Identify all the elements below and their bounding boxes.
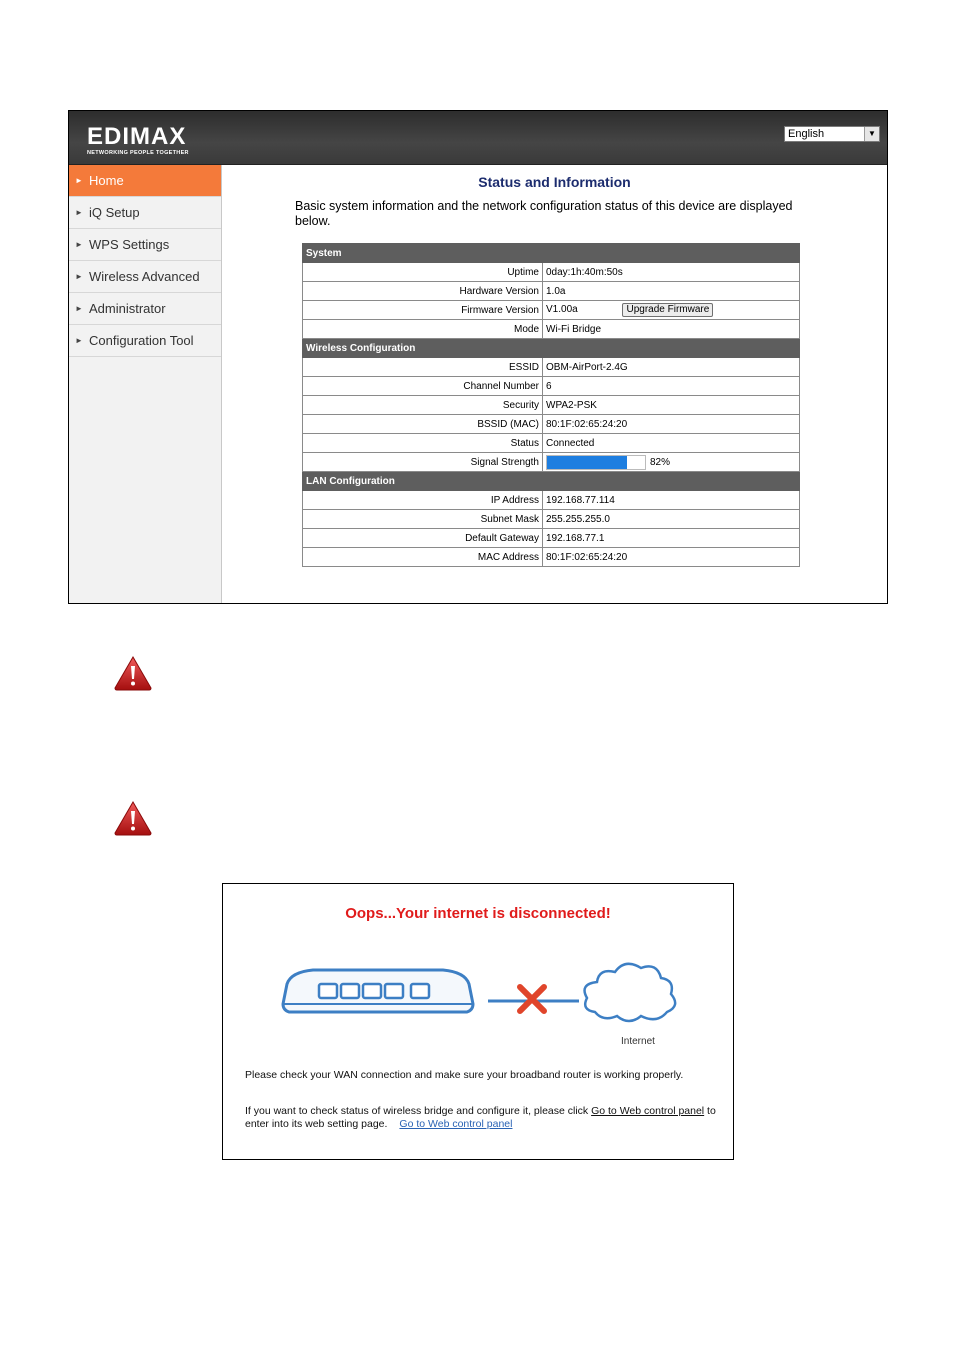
warning-icon (113, 655, 153, 691)
table-row (303, 320, 800, 339)
row-label: Status (303, 434, 543, 453)
row-label: IP Address (303, 491, 543, 510)
internet-label: Internet (621, 1036, 655, 1047)
section-title: Wireless Configuration (303, 339, 800, 358)
triangle-right-icon: ► (75, 208, 83, 217)
table-row (303, 301, 800, 320)
signal-strength-fill (547, 456, 627, 469)
sidebar-item-wireless-advanced[interactable] (69, 261, 221, 293)
note-suffix: to enter into its web setting page. (245, 1105, 716, 1130)
sidebar-item-label: Wireless Advanced (89, 269, 200, 284)
table-row (303, 510, 800, 529)
sidebar-item-administrator[interactable] (69, 293, 221, 325)
row-label: Default Gateway (303, 529, 543, 548)
row-value: 192.168.77.1 (543, 529, 800, 548)
page-description: Basic system information and the network configuration status of this device are displayed below. (295, 199, 793, 228)
row-value: Connected (543, 434, 800, 453)
row-value: OBM-AirPort-2.4G (543, 358, 800, 377)
status-table (302, 243, 800, 567)
sidebar-item-configuration-tool[interactable] (69, 325, 221, 357)
table-row (303, 453, 800, 472)
row-label: Uptime (303, 263, 543, 282)
table-row (303, 358, 800, 377)
main-content (222, 165, 887, 603)
row-label: MAC Address (303, 548, 543, 567)
sidebar-item-label: Configuration Tool (89, 333, 194, 348)
triangle-right-icon: ► (75, 240, 83, 249)
triangle-right-icon: ► (75, 176, 83, 185)
row-value: 255.255.255.0 (543, 510, 800, 529)
language-select[interactable] (784, 126, 880, 142)
sidebar-item-iq-setup[interactable] (69, 197, 221, 229)
chevron-down-icon[interactable]: ▼ (864, 127, 879, 141)
row-value: Wi-Fi Bridge (543, 320, 800, 339)
check-wan-text: Please check your WAN connection and make sure your broadband router is working properly. (245, 1069, 684, 1081)
row-value-cell (543, 453, 800, 472)
row-label: Firmware Version (303, 301, 543, 320)
sidebar-item-wps-settings[interactable] (69, 229, 221, 261)
row-value: 6 (543, 377, 800, 396)
row-value: WPA2-PSK (543, 396, 800, 415)
signal-strength-percent: 82% (650, 456, 671, 468)
warning-icon (113, 800, 153, 836)
row-label: Security (303, 396, 543, 415)
signal-strength-bar (546, 455, 646, 470)
upgrade-firmware-button[interactable]: Upgrade Firmware (622, 303, 713, 317)
sidebar-item-home[interactable] (69, 165, 221, 197)
page-title: Status and Information (478, 174, 631, 190)
section-header-lan (303, 472, 800, 491)
table-row (303, 263, 800, 282)
sidebar-item-label: WPS Settings (89, 237, 170, 252)
table-row (303, 282, 800, 301)
note-inline-link: Go to Web control panel (591, 1105, 705, 1117)
internet-disconnected-page (222, 883, 734, 1160)
router-web-ui (68, 110, 888, 604)
table-row (303, 434, 800, 453)
cloud-icon (585, 964, 676, 1021)
firmware-version-value: V1.00a (546, 304, 578, 315)
row-label: ESSID (303, 358, 543, 377)
row-value: 80:1F:02:65:24:20 (543, 415, 800, 434)
triangle-right-icon: ► (75, 304, 83, 313)
sidebar-item-label: iQ Setup (89, 205, 140, 220)
row-label: Hardware Version (303, 282, 543, 301)
sidebar-nav (69, 165, 222, 603)
triangle-right-icon: ► (75, 272, 83, 281)
table-row (303, 415, 800, 434)
table-row (303, 548, 800, 567)
row-label: BSSID (MAC) (303, 415, 543, 434)
row-value: 192.168.77.114 (543, 491, 800, 510)
row-value-cell (543, 301, 800, 320)
row-value: 0day:1h:40m:50s (543, 263, 800, 282)
section-title: System (303, 244, 800, 263)
row-label: Mode (303, 320, 543, 339)
triangle-right-icon: ► (75, 336, 83, 345)
logo-wordmark: EDIMAX (87, 123, 187, 150)
table-row (303, 377, 800, 396)
row-label: Channel Number (303, 377, 543, 396)
row-value: 80:1F:02:65:24:20 (543, 548, 800, 567)
go-to-web-control-panel-link[interactable]: Go to Web control panel (399, 1118, 513, 1130)
section-header-wireless (303, 339, 800, 358)
row-label: Subnet Mask (303, 510, 543, 529)
header-bar (69, 111, 887, 165)
sidebar-item-label: Home (89, 173, 124, 188)
disconnected-x-icon (520, 987, 544, 1011)
note-prefix: If you want to check status of wireless bridge and configure it, please click (245, 1105, 592, 1117)
table-row (303, 491, 800, 510)
disconnected-title: Oops...Your internet is disconnected! (345, 905, 611, 922)
table-row (303, 529, 800, 548)
section-title: LAN Configuration (303, 472, 800, 491)
web-panel-note (245, 1105, 725, 1131)
edimax-logo (87, 125, 189, 156)
table-row (303, 396, 800, 415)
section-header-system (303, 244, 800, 263)
row-label: Signal Strength (303, 453, 543, 472)
router-device-icon (283, 970, 473, 1012)
language-value: English (788, 128, 825, 140)
row-value: 1.0a (543, 282, 800, 301)
logo-tagline: NETWORKING PEOPLE TOGETHER (87, 150, 189, 156)
sidebar-item-label: Administrator (89, 301, 166, 316)
